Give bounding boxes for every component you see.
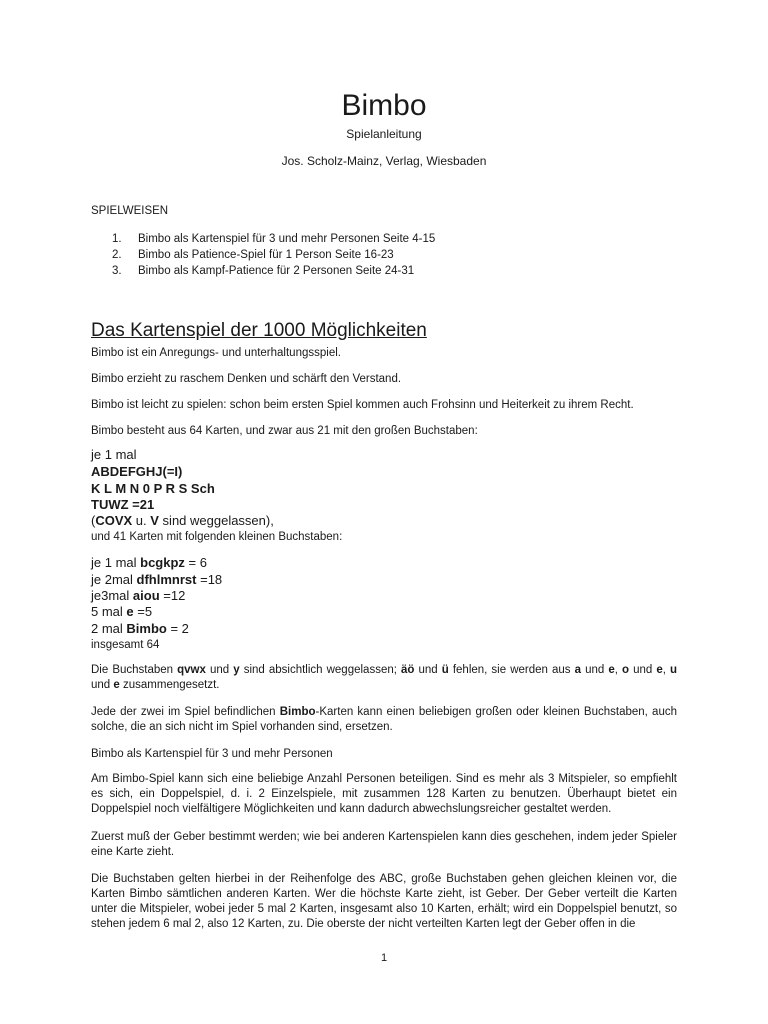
- intro-paragraph: Bimbo erzieht zu raschem Denken und schärft den Verstand.: [91, 373, 402, 385]
- text-run: je 2mal: [91, 572, 137, 587]
- bold-letters: äö: [401, 664, 415, 676]
- text-run: ,: [662, 664, 671, 676]
- card-order-paragraph: Die Buchstaben gelten hierbei in der Reihenfolge des ABC, große Buchstaben gehen gleichen kleinen vor, die Karten Bimbo sämtlichen anderen Karten. Wer die höchste Karte zieht, ist Geber. Der Geber verteilt die Karten unter die Mitspieler, wobei jeder 5 mal 2 Karten, insgesamt also 10 Karten, erhält; wird ein Doppelspiel benutzt, so stehen jedem 6 mal 2, also 12 Karten, zu. Die oberste der nicht verteilten Karten legt der Geber offen in die: [91, 873, 677, 930]
- bold-letters: o: [622, 664, 630, 676]
- text-run: je3mal: [91, 588, 133, 603]
- text-run: 2 mal: [91, 621, 127, 636]
- bold-letters: a: [574, 664, 581, 676]
- bold-word: Bimbo: [279, 706, 316, 718]
- text-run: =12: [159, 588, 186, 603]
- publisher-line: Jos. Scholz-Mainz, Verlag, Wiesbaden: [281, 154, 487, 168]
- lowercase-intro: und 41 Karten mit folgenden kleinen Buchstaben:: [91, 531, 343, 543]
- bold-letters: e: [608, 664, 615, 676]
- text-run: = 2: [166, 621, 189, 636]
- text-run: und: [414, 664, 442, 676]
- toc-item: [112, 231, 435, 247]
- text-run: fehlen, sie werden aus: [448, 664, 575, 676]
- text-run: (: [91, 513, 96, 528]
- lowercase-line: [91, 621, 189, 638]
- total-line: insgesamt 64: [91, 639, 160, 651]
- text-run: u.: [132, 513, 151, 528]
- page-number: 1: [380, 952, 388, 964]
- bold-letters: qvwx: [177, 664, 206, 676]
- text-run: Jede der zwei im Spiel befindlichen: [91, 706, 280, 718]
- toc-item-number: 1.: [112, 233, 122, 245]
- toc-item-text: Bimbo als Kartenspiel für 3 und mehr Personen Seite 4-15: [138, 233, 436, 245]
- bimbo-card-paragraph: [91, 705, 677, 735]
- toc-item: [112, 263, 435, 279]
- text-run: sind weggelassen),: [158, 513, 274, 528]
- bold-letters: e: [113, 679, 120, 691]
- letters-paragraph: [91, 663, 677, 693]
- text-run: sind absichtlich weggelassen;: [239, 664, 401, 676]
- bold-letters: dfhlmnrst: [136, 572, 197, 587]
- capitals-line: je 1 mal: [91, 447, 137, 462]
- text-run: und: [581, 664, 609, 676]
- text-run: je 1 mal: [91, 555, 141, 570]
- section-label-spielweisen: SPIELWEISEN: [91, 205, 169, 217]
- text-run: =5: [133, 604, 153, 619]
- bold-letters: bcgkpz: [140, 555, 185, 570]
- capitals-line: K L M N 0 P R S Sch: [91, 481, 215, 496]
- bold-letters: e: [656, 664, 663, 676]
- dealer-paragraph: Zuerst muß der Geber bestimmt werden; wie bei anderen Kartenspielen kann dies geschehen, indem jeder Spieler eine Karte zieht.: [91, 831, 677, 858]
- bold-letters: u: [670, 664, 678, 676]
- capitals-line: TUWZ =21: [91, 497, 155, 512]
- text-run: = 6: [184, 555, 207, 570]
- toc-item-text: Bimbo als Patience-Spiel für 1 Person Seite 16-23: [138, 249, 394, 261]
- section-subheading: Bimbo als Kartenspiel für 3 und mehr Personen: [91, 748, 333, 760]
- text-run: und: [629, 664, 657, 676]
- bold-letters: y: [233, 664, 240, 676]
- text-run: Die Buchstaben: [91, 664, 178, 676]
- text-run: und: [205, 664, 234, 676]
- bold-letters: V: [150, 513, 159, 528]
- toc-item-number: 3.: [112, 265, 122, 277]
- bold-letters: aiou: [132, 588, 160, 603]
- document-title: Bimbo: [341, 89, 427, 122]
- lowercase-line: [91, 604, 152, 621]
- lowercase-line: [91, 555, 207, 572]
- text-run: und: [91, 679, 114, 691]
- document-subtitle: Spielanleitung: [346, 127, 422, 141]
- toc-item-text: Bimbo als Kampf-Patience für 2 Personen Seite 24-31: [138, 265, 415, 277]
- text-run: -Karten kann einen beliebigen großen oder kleinen Buchstaben, auch solche, die an sich nicht im Spiel vorhanden sind, ersetzen.: [91, 706, 677, 733]
- text-run: zusammengesetzt.: [119, 679, 220, 691]
- lowercase-line: [91, 572, 222, 589]
- toc-list: [112, 231, 435, 279]
- bold-letters: COVX: [95, 513, 133, 528]
- bold-letters: Bimbo: [126, 621, 167, 636]
- bold-letters: ü: [441, 664, 449, 676]
- capitals-line: ABDEFGHJ(=I): [91, 464, 183, 479]
- lowercase-line: [91, 588, 185, 605]
- text-run: ,: [614, 664, 622, 676]
- text-run: =18: [196, 572, 223, 587]
- section-heading: Das Kartenspiel der 1000 Möglichkeiten: [91, 320, 427, 341]
- text-run: 5 mal: [91, 604, 127, 619]
- bold-letters: e: [126, 604, 134, 619]
- players-paragraph: Am Bimbo-Spiel kann sich eine beliebige Anzahl Personen beteiligen. Sind es mehr als 3 Mitspieler, so empfiehlt es sich, ein Doppelspiel, d. i. 2 Einzelspiele, mit zusammen 128 Karten zu benutzen. Überhaupt bietet ein Doppelspiel noch vielfältigere Möglichkeiten und kann dadurch abwechslungsreicher gestaltet werden.: [91, 773, 677, 815]
- capitals-note: [91, 513, 274, 530]
- toc-item: [112, 247, 435, 263]
- intro-paragraph: Bimbo ist ein Anregungs- und unterhaltungsspiel.: [91, 347, 341, 359]
- intro-paragraph: Bimbo ist leicht zu spielen: schon beim ersten Spiel kommen auch Frohsinn und Heiterkeit zu ihrem Recht.: [91, 399, 634, 411]
- intro-paragraph: Bimbo besteht aus 64 Karten, und zwar aus 21 mit den großen Buchstaben:: [91, 425, 478, 437]
- toc-item-number: 2.: [112, 249, 122, 261]
